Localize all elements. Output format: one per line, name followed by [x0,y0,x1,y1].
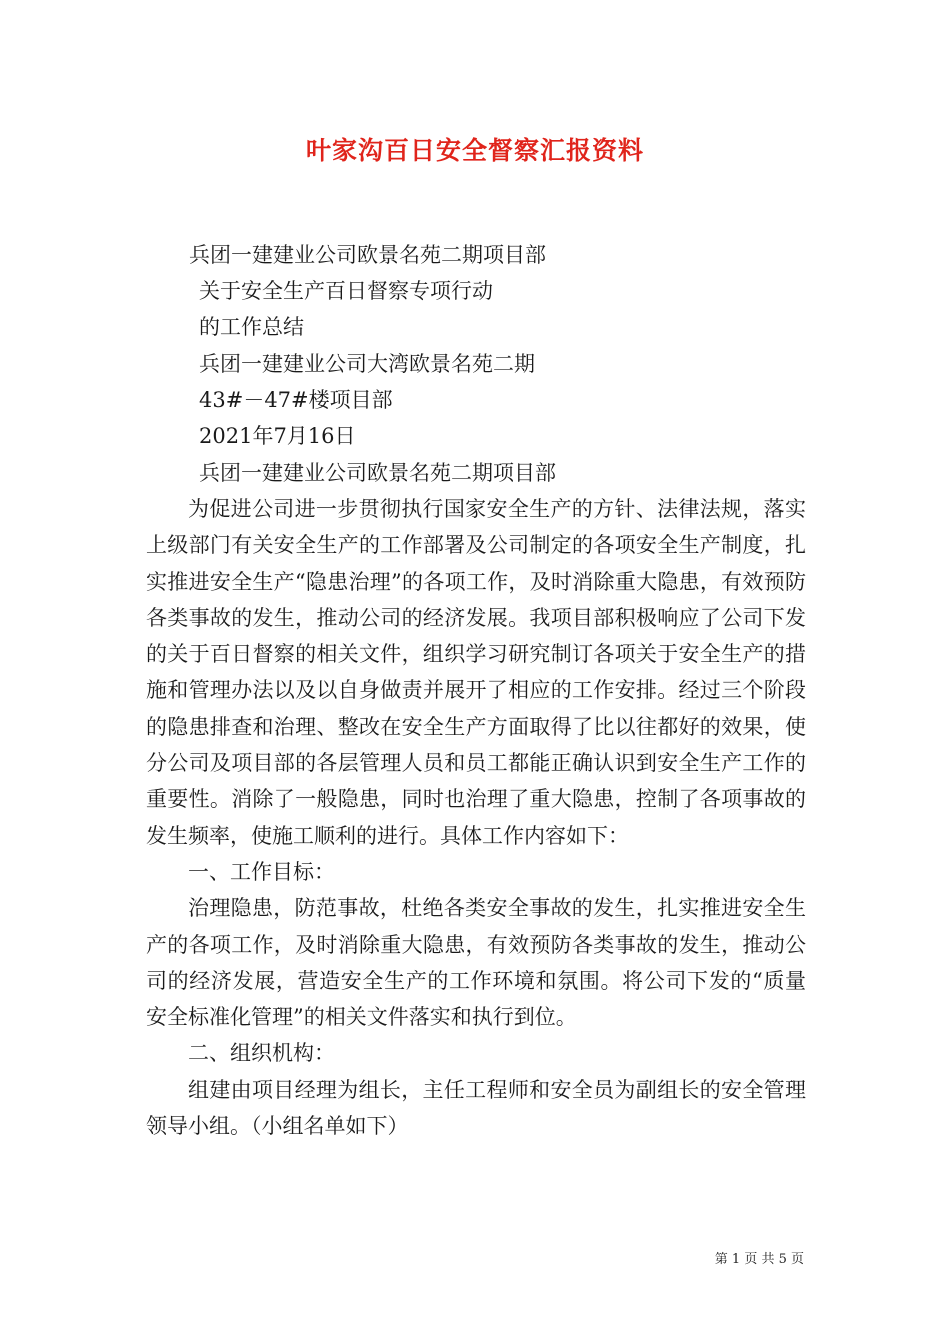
section-heading-goals: 一、工作目标： [188,859,335,884]
header-line-department: 兵团一建建业公司欧景名苑二期项目部 [199,461,556,485]
header-line-subject: 关于安全生产百日督察专项行动 [199,279,493,303]
document-title: 叶家沟百日安全督察汇报资料 [305,136,644,165]
header-line-summary: 的工作总结 [199,315,304,339]
document-body [146,491,806,1144]
section-heading-organization: 二、组织机构： [188,1041,335,1066]
page-number: 第 1 页 共 5 页 [714,1252,804,1267]
paragraph-goals: 治理隐患，防范事故，杜绝各类安全事故的发生，扎实推进安全生产的各项工作，及时消除重大隐患，有效预防各类事故的发生，推动公司的经济发展，营造安全生产的工作环境和氛围。将公司下发的“质量安全标准化管理”的相关文件落实和执行到位。 [146,896,806,1030]
header-line-buildings: 43#－47#楼项目部 [199,388,393,412]
header-line-date: 2021年7月16日 [199,424,356,448]
header-line-project: 兵团一建建业公司欧景名苑二期项目部 [189,243,546,267]
paragraph-organization: 组建由项目经理为组长，主任工程师和安全员为副组长的安全管理领导小组。（小组名单如下） [146,1077,806,1139]
header-line-company: 兵团一建建业公司大湾欧景名苑二期 [199,352,535,376]
paragraph-intro: 为促进公司进一步贯彻执行国家安全生产的方针、法律法规，落实上级部门有关安全生产的工作部署及公司制定的各项安全生产制度，扎实推进安全生产“隐患治理”的各项工作，及时消除重大隐患，有效预防各类事故的发生，推动公司的经济发展。我项目部积极响应了公司下发的关于百日督察的相关文件，组织学习研究制订各项关于安全生产的措施和管理办法以及以自身做责并展开了相应的工作安排。经过三个阶段的隐患排查和治理、整改在安全生产方面取得了比以往都好的效果，使分公司及项目部的各层管理人员和员工都能正确认识到安全生产工作的重要性。消除了一般隐患，同时也治理了重大隐患，控制了各项事故的发生频率，使施工顺利的进行。具体工作内容如下： [146,497,806,848]
